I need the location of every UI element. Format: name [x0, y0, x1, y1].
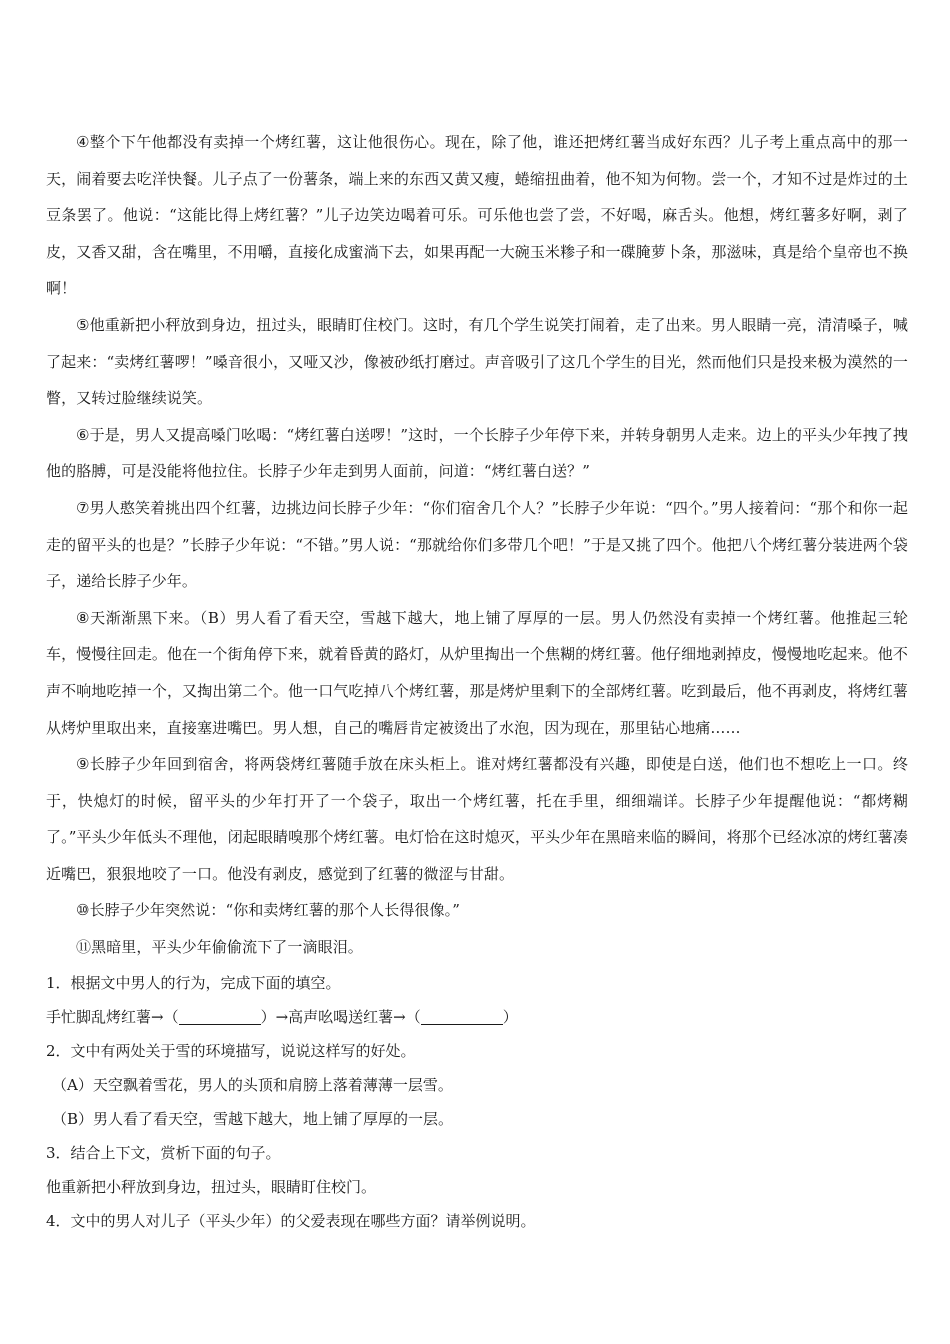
fill-in-text-1: 手忙脚乱烤红薯→（ — [46, 1007, 179, 1026]
paragraph-number: ⑤ — [76, 315, 90, 334]
story-text — [46, 124, 908, 966]
question-4: 4．文中的男人对儿子（平头少年）的父爱表现在哪些方面？请举例说明。 — [46, 1211, 536, 1230]
paragraph-8 — [46, 600, 908, 746]
paragraph-text: 黑暗里，平头少年偷偷流下了一滴眼泪。 — [91, 938, 363, 957]
paragraph-number: ⑩ — [76, 901, 90, 920]
paragraph-number: ⑪ — [76, 938, 92, 957]
paragraph-text: 于是，男人又提高嗓门吆喝：“烤红薯白送啰！”这时，一个长脖子少年停下来，并转身朝男人走来。边上的平头少年拽了拽他的胳膊，可是没能将他拉住。长脖子少年走到男人面前，问道：“烤红薯白送？” — [46, 425, 908, 481]
paragraph-text: 长脖子少年突然说：“你和卖烤红薯的那个人长得很像。” — [89, 901, 461, 920]
question-3: 3．结合上下文，赏析下面的句子。 — [46, 1143, 281, 1162]
paragraph-5 — [46, 307, 908, 417]
paragraph-4 — [46, 124, 908, 307]
document-page — [46, 124, 908, 1238]
paragraph-number: ⑥ — [76, 425, 90, 444]
fill-in-text-3: ） — [502, 1007, 518, 1026]
question-1-fill-in — [46, 1000, 908, 1034]
question-2-option-a: （A）天空飘着雪花，男人的头顶和肩膀上落着薄薄一层雪。 — [52, 1075, 453, 1094]
paragraph-number: ⑨ — [76, 755, 90, 774]
paragraph-text: 天渐渐黑下来。（B）男人看了看天空，雪越下越大，地上铺了厚厚的一层。男人仍然没有卖掉一个烤红薯。他推起三轮车，慢慢往回走。他在一个街角停下来，就着昏黄的路灯，从炉里掏出一个焦糊的烤红薯。他仔细地剥掉皮，慢慢地吃起来。他不声不响地吃掉一个，又掏出第二个。他一口气吃掉八个烤红薯，那是烤炉里剩下的全部烤红薯。吃到最后，他不再剥皮，将烤红薯从烤炉里取出来，直接塞进嘴巴。男人想，自己的嘴唇肯定被烫出了水泡，因为现在，那里钻心地痛…… — [46, 608, 908, 737]
paragraph-number: ④ — [76, 133, 90, 151]
fill-in-text-2: ）→高声吆喝送红薯→（ — [260, 1007, 421, 1026]
paragraph-text: 长脖子少年回到宿舍，将两袋烤红薯随手放在床头柜上。谁对烤红薯都没有兴趣，即使是白送，他们也不想吃上一口。终于，快熄灯的时候，留平头的少年打开了一个袋子，取出一个烤红薯，托在手里，细细端详。长脖子少年提醒他说：“都烤糊了。”平头少年低头不理他，闭起眼睛嗅那个烤红薯。电灯恰在这时熄灭，平头少年在黑暗来临的瞬间，将那个已经冰凉的烤红薯凑近嘴巴，狠狠地咬了一口。他没有剥皮，感觉到了红薯的微涩与甘甜。 — [46, 755, 908, 883]
answer-blank-1[interactable] — [179, 1006, 261, 1025]
questions-section — [46, 966, 908, 1238]
answer-blank-2[interactable] — [421, 1006, 503, 1025]
paragraph-text: 他重新把小秤放到身边，扭过头，眼睛盯住校门。这时，有几个学生说笑打闹着，走了出来。男人眼睛一亮，清清嗓子，喊了起来：“卖烤红薯啰！”嗓音很小，又哑又沙，像被砂纸打磨过。声音吸引了这几个学生的目光，然而他们只是投来极为漠然的一瞥，又转过脸继续说笑。 — [46, 315, 908, 408]
question-1: 1．根据文中男人的行为，完成下面的填空。 — [46, 973, 341, 992]
question-2-option-b: （B）男人看了看天空，雪越下越大，地上铺了厚厚的一层。 — [52, 1109, 454, 1128]
paragraph-text: 整个下午他都没有卖掉一个烤红薯，这让他很伤心。现在，除了他，谁还把烤红薯当成好东西？儿子考上重点高中的那一天，闹着要去吃洋快餐。儿子点了一份薯条，端上来的东西又黄又瘦，蜷缩扭曲着，他不知为何物。尝一个，才知不过是炸过的土豆条罢了。他说：“这能比得上烤红薯？”儿子边笑边喝着可乐。可乐他也尝了尝，不好喝，麻舌头。他想，烤红薯多好啊，剥了皮，又香又甜，含在嘴里，不用嚼，直接化成蜜淌下去，如果再配一大碗玉米糁子和一碟腌萝卜条，那滋味，真是给个皇帝也不换啊！ — [46, 133, 908, 298]
question-2: 2．文中有两处关于雪的环境描写，说说这样写的好处。 — [46, 1041, 416, 1060]
paragraph-9 — [46, 746, 908, 892]
paragraph-number: ⑦ — [76, 498, 90, 517]
paragraph-6 — [46, 417, 908, 490]
paragraph-10 — [46, 892, 908, 929]
paragraph-number: ⑧ — [76, 608, 91, 627]
paragraph-11 — [46, 929, 908, 966]
question-3-sentence: 他重新把小秤放到身边，扭过头，眼睛盯住校门。 — [46, 1177, 377, 1196]
paragraph-7 — [46, 490, 908, 600]
paragraph-text: 男人憨笑着挑出四个红薯，边挑边问长脖子少年：“你们宿舍几个人？”长脖子少年说：“四个。”男人接着问：“那个和你一起走的留平头的也是？”长脖子少年说：“不错。”男人说：“那就给你们多带几个吧！”于是又挑了四个。他把八个烤红薯分装进两个袋子，递给长脖子少年。 — [46, 498, 908, 591]
